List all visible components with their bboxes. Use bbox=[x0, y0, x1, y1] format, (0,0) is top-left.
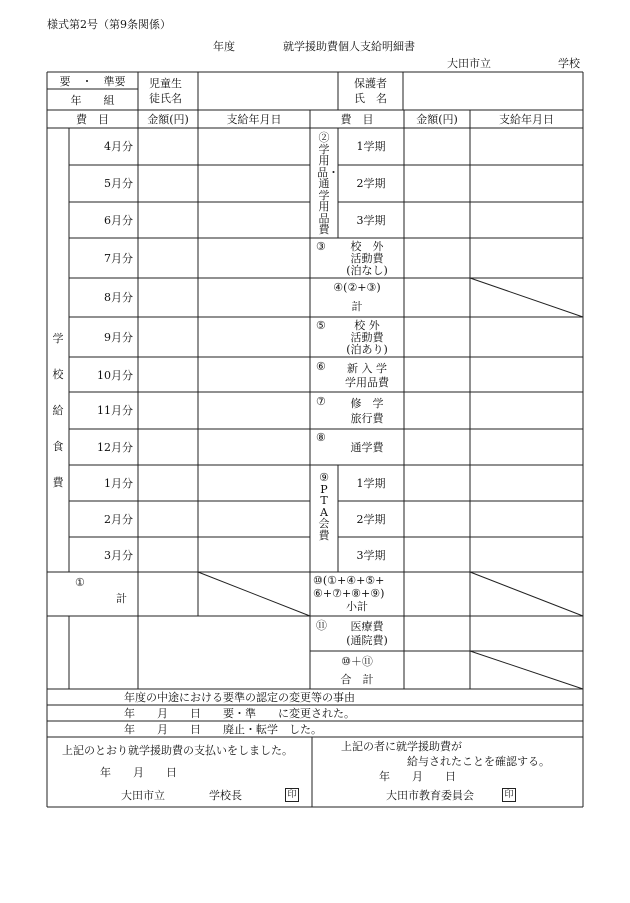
title-year: 年度 bbox=[213, 40, 235, 53]
month-row: 3月分 bbox=[104, 549, 133, 562]
item10-line: ⑩(①+④+⑤+ bbox=[313, 574, 385, 587]
item3-num: ③ bbox=[316, 240, 326, 253]
supplies-term: 3学期 bbox=[356, 214, 386, 227]
month-row: 8月分 bbox=[104, 291, 133, 304]
item6-line: 学用品費 bbox=[345, 376, 389, 389]
page-title: 就学援助費個人支給明細書 bbox=[283, 40, 415, 53]
month-row: 9月分 bbox=[104, 331, 133, 344]
lunch-char-1: 学 bbox=[52, 332, 64, 345]
total-line: ⑩＋⑪ bbox=[341, 655, 373, 668]
item3-line: 校 外 bbox=[350, 240, 384, 253]
item8-line: 通学費 bbox=[350, 441, 384, 454]
seal-stamp-left: 印 bbox=[285, 788, 299, 802]
item7-line: 修 学 bbox=[350, 397, 384, 410]
footer-right-date: 年 月 日 bbox=[379, 770, 456, 783]
footer-left-org: 大田市立 学校長 bbox=[121, 789, 242, 802]
lunch-char-5: 費 bbox=[52, 476, 64, 489]
month-row: 4月分 bbox=[104, 140, 133, 153]
item6-num: ⑥ bbox=[316, 360, 326, 373]
school-city: 大田市立 bbox=[447, 57, 491, 70]
item5-line: (泊あり) bbox=[346, 343, 388, 356]
item5-num: ⑤ bbox=[316, 319, 326, 332]
pta-term: 2学期 bbox=[356, 513, 386, 526]
supplies-term: 1学期 bbox=[356, 140, 386, 153]
col-amount-right: 金額(円) bbox=[416, 113, 458, 126]
lunch-char-4: 食 bbox=[52, 440, 64, 453]
item7-line: 旅行費 bbox=[350, 412, 384, 425]
guardian-label-2: 氏 名 bbox=[354, 92, 387, 105]
item3-line: 活動費 bbox=[350, 252, 384, 265]
lunch-total-label: 計 bbox=[116, 592, 127, 605]
col-date: 支給年月日 bbox=[226, 113, 282, 126]
month-row: 2月分 bbox=[104, 513, 133, 526]
lunch-char-3: 給 bbox=[52, 404, 64, 417]
change-reason-row: 年度の中途における要準の認定の変更等の事由 bbox=[124, 691, 355, 704]
pta-term: 3学期 bbox=[356, 549, 386, 562]
seal-stamp-right: 印 bbox=[502, 788, 516, 802]
footer-right-org: 大田市教育委員会 bbox=[386, 789, 474, 802]
lunch-char-2: 校 bbox=[52, 368, 64, 381]
item7-num: ⑦ bbox=[316, 395, 326, 408]
month-row: 6月分 bbox=[104, 214, 133, 227]
footer-right-line1: 上記の者に就学援助費が bbox=[341, 740, 462, 753]
change-status-row: 年 月 日 要・準 に変更された。 bbox=[124, 707, 355, 720]
guardian-label-1: 保護者 bbox=[354, 77, 387, 90]
item4-line: ④(②+③) bbox=[333, 281, 381, 294]
lunch-total-num: ① bbox=[75, 576, 85, 589]
col-amount: 金額(円) bbox=[147, 113, 189, 126]
school-suffix: 学校 bbox=[558, 57, 580, 70]
col-date-right: 支給年月日 bbox=[499, 113, 554, 126]
item11-line: (通院費) bbox=[346, 634, 388, 647]
footer-right-line2: 給与されたことを確認する。 bbox=[407, 755, 550, 768]
pta-term: 1学期 bbox=[356, 477, 386, 490]
item10-line: 小計 bbox=[346, 600, 368, 613]
col-item: 費 目 bbox=[76, 113, 109, 126]
supplies-label: ②学用品・通学用品費 bbox=[317, 131, 339, 236]
supplies-term: 2学期 bbox=[356, 177, 386, 190]
student-label-1: 児童生 bbox=[149, 77, 182, 90]
item4-line: 計 bbox=[351, 300, 363, 313]
student-label-2: 徒氏名 bbox=[149, 92, 182, 105]
month-row: 11月分 bbox=[97, 404, 133, 417]
form-number: 様式第2号（第9条関係） bbox=[47, 18, 171, 31]
item5-line: 校 外 bbox=[354, 319, 380, 332]
item10-line: ⑥+⑦+⑧+⑨) bbox=[313, 587, 385, 600]
item5-line: 活動費 bbox=[350, 331, 384, 344]
month-row: 10月分 bbox=[97, 369, 133, 382]
pta-label: ⑨PTA会費 bbox=[318, 471, 330, 542]
month-row: 12月分 bbox=[97, 441, 133, 454]
item11-line: 医療費 bbox=[350, 620, 384, 633]
col-item-right: 費 目 bbox=[340, 113, 374, 126]
footer-left-date: 年 月 日 bbox=[100, 766, 177, 779]
month-row: 1月分 bbox=[104, 477, 133, 490]
month-row: 7月分 bbox=[104, 252, 133, 265]
item6-line: 新 入 学 bbox=[347, 362, 387, 375]
item11-num: ⑪ bbox=[316, 619, 327, 632]
month-row: 5月分 bbox=[104, 177, 133, 190]
footer-left-line1: 上記のとおり就学援助費の支払いをしました。 bbox=[62, 744, 293, 757]
item3-line: (泊なし) bbox=[346, 264, 388, 277]
class-label: 年 組 bbox=[70, 94, 115, 107]
yoyo-label: 要 ・ 準要 bbox=[59, 75, 126, 88]
total-line: 合 計 bbox=[340, 673, 374, 686]
abolish-transfer-row: 年 月 日 廃止・転学 した。 bbox=[124, 723, 322, 736]
item8-num: ⑧ bbox=[316, 431, 326, 444]
